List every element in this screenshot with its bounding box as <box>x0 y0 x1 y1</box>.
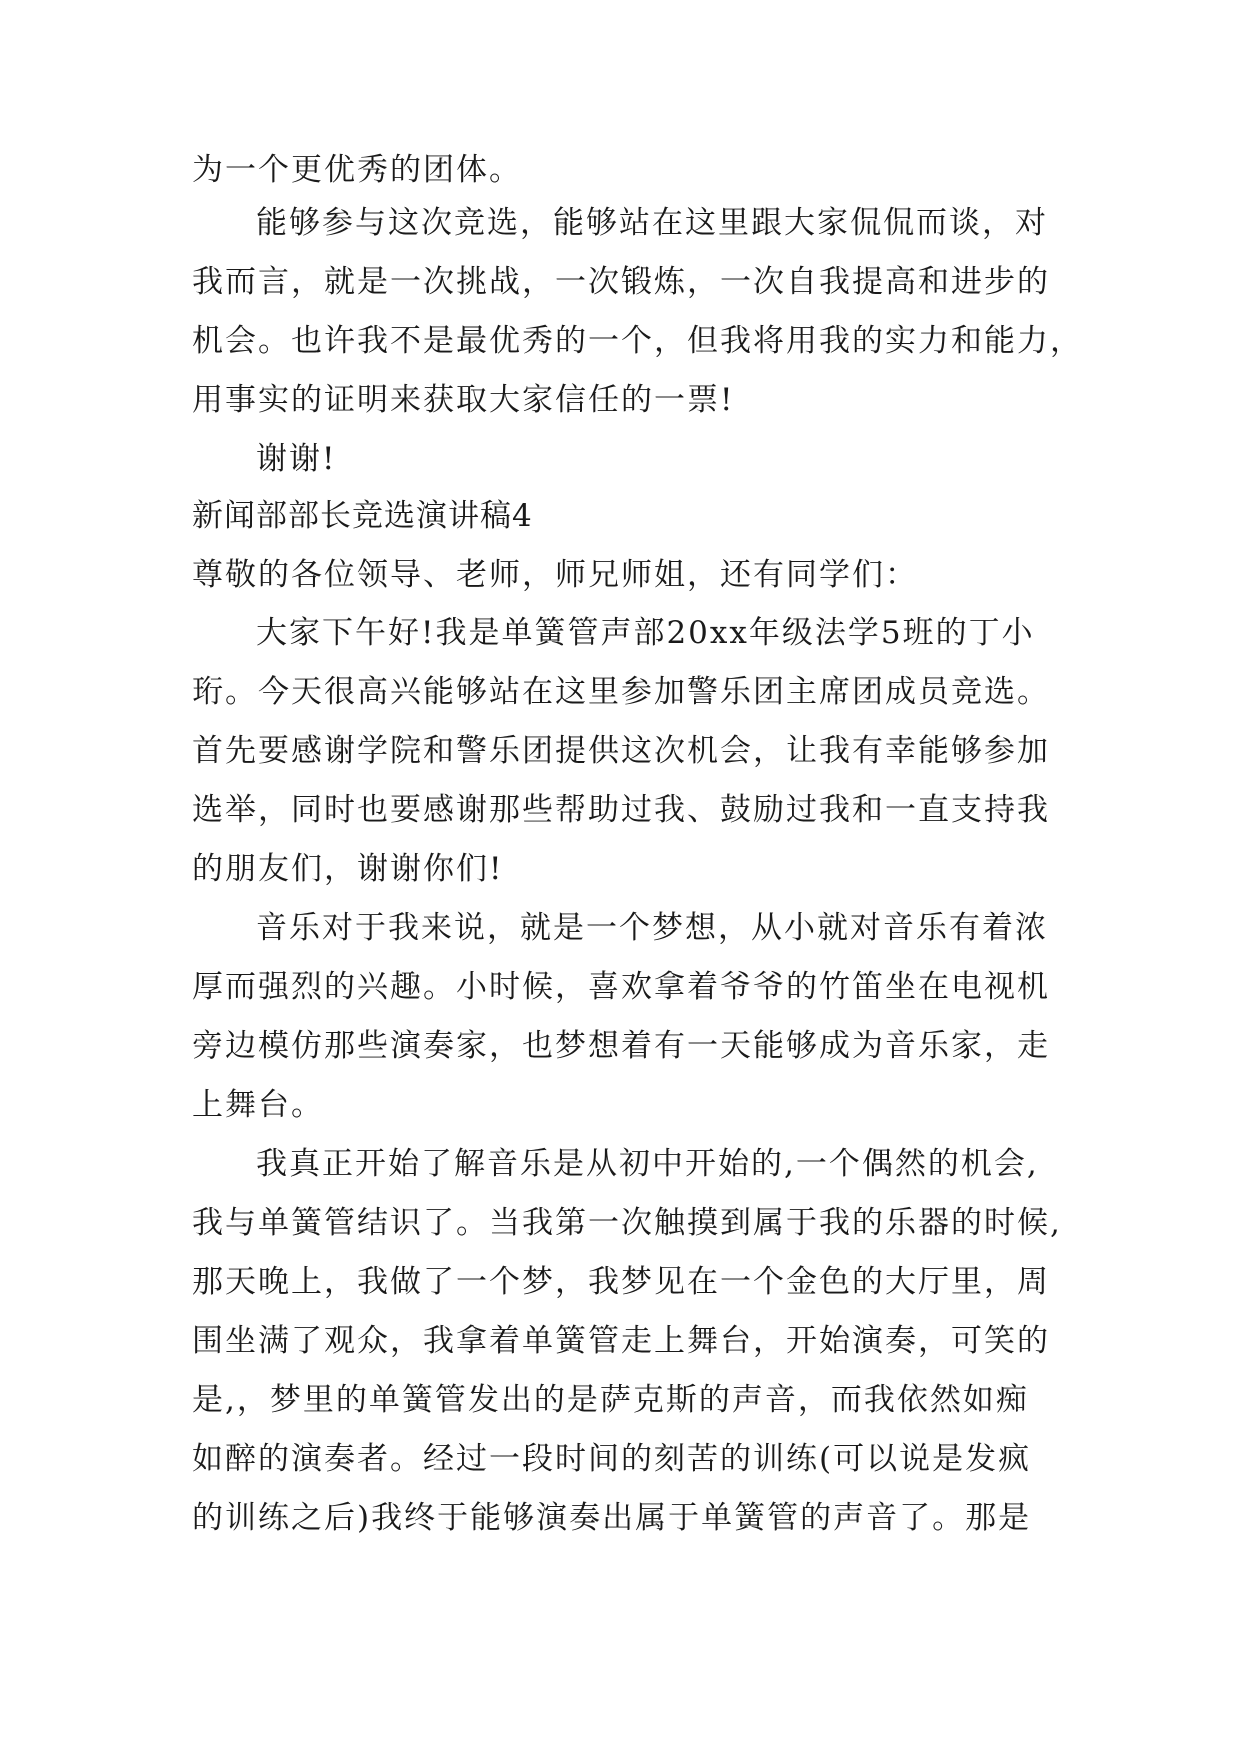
text-line: 厚而强烈的兴趣。小时候，喜欢拿着爷爷的竹笛坐在电视机 <box>192 969 1050 1005</box>
text-line: 用事实的证明来获取大家信任的一票! <box>192 382 735 418</box>
text-line: 上舞台。 <box>192 1087 324 1123</box>
text-line: 的朋友们，谢谢你们! <box>192 851 504 887</box>
salutation-line: 尊敬的各位领导、老师，师兄师姐，还有同学们： <box>192 557 918 593</box>
text-line: 大家下午好!我是单簧管声部20xx年级法学5班的丁小 <box>256 615 1035 651</box>
text-line: 是,，梦里的单簧管发出的是萨克斯的声音，而我依然如痴 <box>192 1382 1029 1418</box>
text-line: 我而言，就是一次挑战，一次锻炼，一次自我提高和进步的 <box>192 264 1050 300</box>
text-line: 那天晚上，我做了一个梦，我梦见在一个金色的大厅里，周 <box>192 1264 1050 1300</box>
text-line: 能够参与这次竞选，能够站在这里跟大家侃侃而谈，对 <box>256 205 1048 241</box>
text-line: 为一个更优秀的团体。 <box>192 152 522 188</box>
text-line: 我真正开始了解音乐是从初中开始的,一个偶然的机会, <box>256 1146 1039 1182</box>
text-line: 音乐对于我来说，就是一个梦想，从小就对音乐有着浓 <box>256 910 1048 946</box>
section-heading: 新闻部部长竞选演讲稿4 <box>192 498 533 534</box>
text-line: 首先要感谢学院和警乐团提供这次机会，让我有幸能够参加 <box>192 733 1050 769</box>
text-line: 围坐满了观众，我拿着单簧管走上舞台，开始演奏，可笑的 <box>192 1323 1050 1359</box>
text-line: 如醉的演奏者。经过一段时间的刻苦的训练(可以说是发疯 <box>192 1441 1032 1477</box>
text-line: 珩。今天很高兴能够站在这里参加警乐团主席团成员竞选。 <box>192 674 1050 710</box>
text-line: 机会。也许我不是最优秀的一个，但我将用我的实力和能力， <box>192 323 1083 359</box>
text-line: 谢谢! <box>256 441 337 477</box>
text-line: 的训练之后)我终于能够演奏出属于单簧管的声音了。那是 <box>192 1500 1032 1536</box>
text-line: 我与单簧管结识了。当我第一次触摸到属于我的乐器的时候, <box>192 1205 1062 1241</box>
text-line: 选举，同时也要感谢那些帮助过我、鼓励过我和一直支持我 <box>192 792 1050 828</box>
text-line: 旁边模仿那些演奏家，也梦想着有一天能够成为音乐家，走 <box>192 1028 1050 1064</box>
